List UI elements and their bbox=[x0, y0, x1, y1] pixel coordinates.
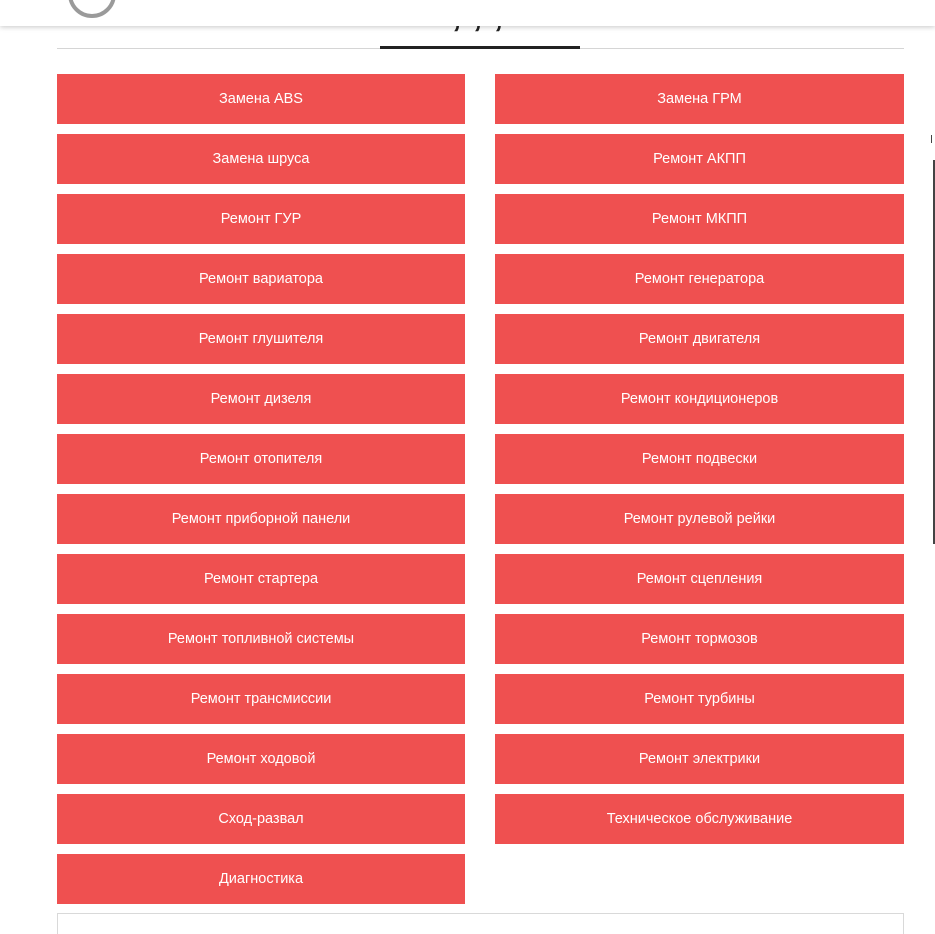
service-button-zamena-abs[interactable]: Замена ABS bbox=[57, 74, 465, 124]
service-button-shod-razval[interactable]: Сход-развал bbox=[57, 794, 465, 844]
next-section-box bbox=[57, 913, 904, 934]
service-button-remont-rulevoy-reyki[interactable]: Ремонт рулевой рейки bbox=[495, 494, 904, 544]
service-button-remont-akpp[interactable]: Ремонт АКПП bbox=[495, 134, 904, 184]
service-button-remont-scepleniya[interactable]: Ремонт сцепления bbox=[495, 554, 904, 604]
service-button-remont-startera[interactable]: Ремонт стартера bbox=[57, 554, 465, 604]
service-button-remont-tormozov[interactable]: Ремонт тормозов bbox=[495, 614, 904, 664]
service-button-zamena-shrusa[interactable]: Замена шруса bbox=[57, 134, 465, 184]
service-button-diagnostika[interactable]: Диагностика bbox=[57, 854, 465, 904]
service-button-remont-dvigatelya[interactable]: Ремонт двигателя bbox=[495, 314, 904, 364]
service-button-remont-mkpp[interactable]: Ремонт МКПП bbox=[495, 194, 904, 244]
services-grid bbox=[57, 74, 904, 904]
service-button-tehnicheskoe-obsluzhivanie[interactable]: Техническое обслуживание bbox=[495, 794, 904, 844]
service-button-remont-elektriki[interactable]: Ремонт электрики bbox=[495, 734, 904, 784]
service-button-remont-podveski[interactable]: Ремонт подвески bbox=[495, 434, 904, 484]
service-button-remont-otopitelya[interactable]: Ремонт отопителя bbox=[57, 434, 465, 484]
service-button-remont-pribornoy-paneli[interactable]: Ремонт приборной панели bbox=[57, 494, 465, 544]
logo-icon[interactable] bbox=[68, 0, 116, 18]
service-button-zamena-grm[interactable]: Замена ГРМ bbox=[495, 74, 904, 124]
service-button-remont-variatora[interactable]: Ремонт вариатора bbox=[57, 254, 465, 304]
service-button-remont-generatora[interactable]: Ремонт генератора bbox=[495, 254, 904, 304]
service-button-remont-dizelya[interactable]: Ремонт дизеля bbox=[57, 374, 465, 424]
service-button-remont-toplivnoy-sistemy[interactable]: Ремонт топливной системы bbox=[57, 614, 465, 664]
service-button-remont-hodovoy[interactable]: Ремонт ходовой bbox=[57, 734, 465, 784]
service-button-remont-glushitelya[interactable]: Ремонт глушителя bbox=[57, 314, 465, 364]
service-button-remont-transmissii[interactable]: Ремонт трансмиссии bbox=[57, 674, 465, 724]
site-header bbox=[0, 0, 935, 26]
service-button-remont-turbiny[interactable]: Ремонт турбины bbox=[495, 674, 904, 724]
service-button-remont-gur[interactable]: Ремонт ГУР bbox=[57, 194, 465, 244]
edge-mark bbox=[931, 135, 932, 143]
section-title-underline bbox=[380, 46, 580, 49]
service-button-remont-kondicionerov[interactable]: Ремонт кондиционеров bbox=[495, 374, 904, 424]
